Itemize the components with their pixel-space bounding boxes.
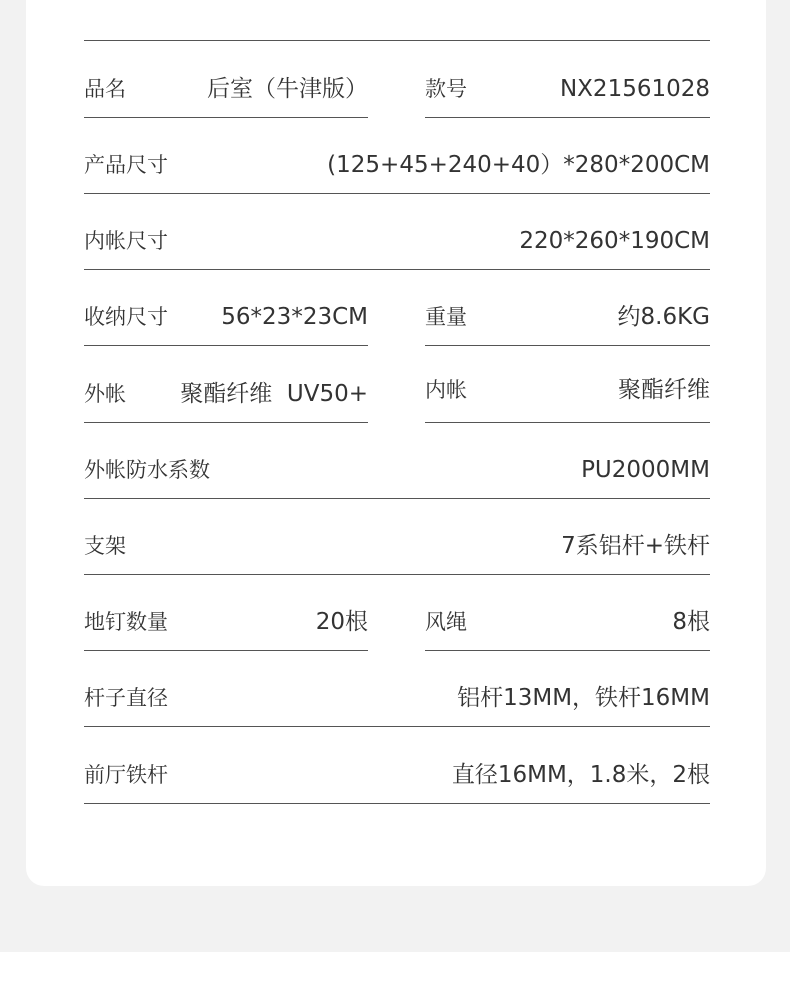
spec-label: 内帐 (425, 378, 467, 402)
spec-row-product (0, 42, 790, 118)
spec-row-fabric (0, 347, 790, 423)
spec-label: 风绳 (425, 610, 467, 634)
spec-value: 56*23*23CM (221, 304, 368, 330)
spec-row-product-size (0, 118, 790, 194)
spec-cell-inner-tent (425, 347, 710, 423)
spec-label: 重量 (425, 305, 467, 329)
spec-row-accessories (0, 575, 790, 651)
spec-cell-waterproof (84, 423, 710, 499)
spec-label: 品名 (84, 77, 126, 101)
spec-cell-weight (425, 270, 710, 346)
spec-cell-name (84, 42, 368, 118)
spec-cell-stakes (84, 575, 368, 651)
spec-value: 聚酯纤维 UV50+ (180, 381, 368, 407)
spec-label: 内帐尺寸 (84, 229, 168, 253)
top-divider (84, 40, 710, 41)
spec-label: 外帐 (84, 382, 126, 406)
spec-cell-frame (84, 499, 710, 575)
spec-cell-guy-ropes (425, 575, 710, 651)
spec-label: 产品尺寸 (84, 153, 168, 177)
spec-cell-outer-tent (84, 347, 368, 423)
spec-value: (125+45+240+40）*280*200CM (327, 152, 710, 178)
spec-label: 杆子直径 (84, 686, 168, 710)
spec-label: 外帐防水系数 (84, 458, 210, 482)
spec-cell-vestibule-pole (84, 728, 710, 804)
spec-label: 款号 (425, 77, 467, 101)
spec-value: 直径16MM，1.8米，2根 (451, 762, 710, 788)
spec-label: 支架 (84, 534, 126, 558)
spec-cell-product-size (84, 118, 710, 194)
spec-value: 220*260*190CM (519, 228, 710, 254)
spec-row-waterproof (0, 423, 790, 499)
spec-value: NX21561028 (559, 76, 710, 102)
spec-value: PU2000MM (581, 457, 710, 483)
spec-cell-packed-size (84, 270, 368, 346)
spec-value: 聚酯纤维 (618, 377, 710, 403)
spec-value: 7系铝杆+铁杆 (561, 533, 710, 559)
spec-row-packed (0, 270, 790, 346)
spec-cell-inner-tent-size (84, 194, 710, 270)
spec-value: 后室（牛津版） (207, 76, 368, 102)
spec-row-pole-diameter (0, 651, 790, 727)
spec-value: 20根 (315, 609, 368, 635)
bottom-strip (0, 952, 790, 992)
spec-row-inner-tent-size (0, 194, 790, 270)
spec-label: 前厅铁杆 (84, 763, 168, 787)
spec-row-vestibule-pole (0, 728, 790, 804)
spec-value: 铝杆13MM，铁杆16MM (457, 685, 710, 711)
spec-label: 地钉数量 (84, 610, 168, 634)
spec-label: 收纳尺寸 (84, 305, 168, 329)
spec-cell-pole-diameter (84, 651, 710, 727)
spec-cell-model (425, 42, 710, 118)
spec-value: 约8.6KG (617, 304, 710, 330)
spec-value: 8根 (672, 609, 710, 635)
spec-row-frame (0, 499, 790, 575)
